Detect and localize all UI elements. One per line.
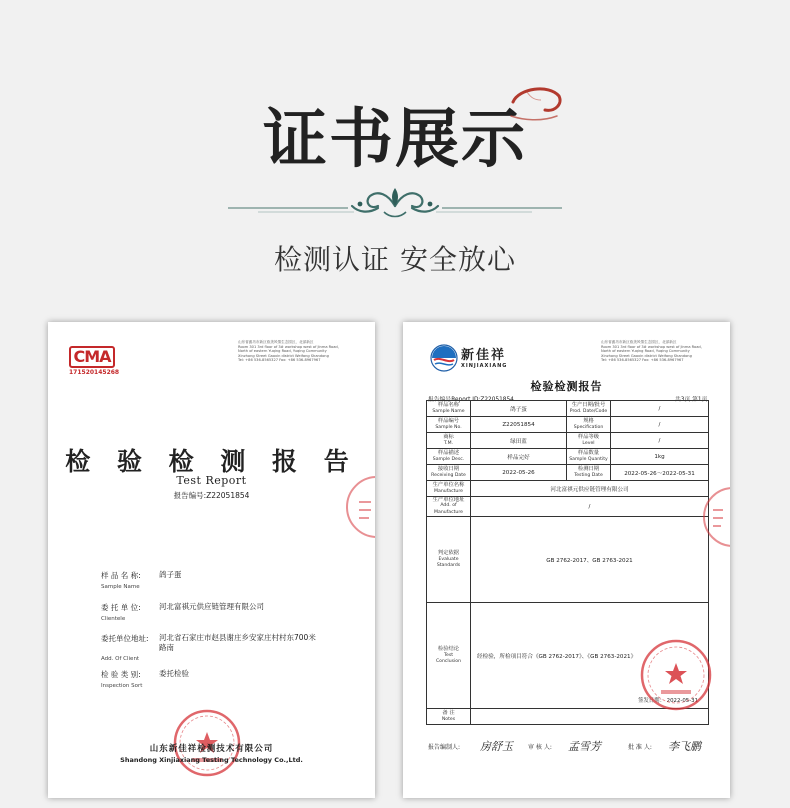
field-value: 委托检验 <box>159 669 189 678</box>
table-cell: / <box>611 433 709 449</box>
cover-title-en: Test Report <box>176 474 247 487</box>
table-row <box>427 465 709 481</box>
test-report-page-sheet <box>403 322 730 798</box>
floral-divider-ornament <box>228 186 562 222</box>
field-sample-name <box>101 570 182 590</box>
table-header-cell: 生产单位地址 Add. of Manufacture <box>427 497 471 517</box>
page-indicator: 共3页 第1页 <box>675 397 708 403</box>
sign-date: 签发日期： 2022-05-31 <box>638 698 698 705</box>
cma-number: 171520145268 <box>69 369 120 376</box>
table-header-cell: 样品等级 Level <box>567 433 611 449</box>
table-header-cell: 判定依据 Evaluate Standards <box>427 517 471 603</box>
test-report-cover-sheet <box>48 322 375 798</box>
lab-address-block <box>601 340 721 363</box>
address-line: Room 301 3rd floor of 3# workshop west of Jinma Road, <box>601 344 702 349</box>
table-row <box>427 497 709 517</box>
field-label-en: Add. Of Client <box>101 656 140 662</box>
table-cell: GB 2762-2017、GB 2763-2021 <box>471 517 709 603</box>
logo-name: 新佳祥 <box>461 348 507 363</box>
table-header-cell: 商标 T.M. <box>427 433 471 449</box>
testing-seal-stamp <box>639 638 713 712</box>
table-header-cell: 检测日期 Testing Date <box>567 465 611 481</box>
address-line: Tel: +86 536-8565327 Fax: +86 536-8967967 <box>601 358 684 363</box>
table-header-cell: 生产日期/批号 Prod. Date/Code <box>567 401 611 417</box>
approver-label: 批 准 人: <box>628 744 652 751</box>
table-row <box>427 433 709 449</box>
table-cell: 2022-05-26 <box>471 465 567 481</box>
table-row <box>427 481 709 497</box>
issuing-organization-en: Shandong Xinjiaxiang Testing Technology Co.,Ltd. <box>120 756 303 764</box>
table-cell: 2022-05-26～2022-05-31 <box>611 465 709 481</box>
cma-certification-mark <box>69 346 119 376</box>
field-value: 河北富祺元供应链管理有限公司 <box>159 602 264 611</box>
table-header-cell: 检验结论 Test Conclusion <box>427 603 471 709</box>
table-header-cell: 规格 Specification <box>567 417 611 433</box>
table-header-cell: 样品编号 Sample No. <box>427 417 471 433</box>
table-header-cell: 生产单位名称 Manufacture <box>427 481 471 497</box>
field-label: 委托单位地址: <box>101 634 149 643</box>
approver-signature: 李飞鹏 <box>668 740 701 753</box>
field-label: 检 验 类 别: <box>101 670 141 679</box>
table-header-cell: 接收日期 Receiving Date <box>427 465 471 481</box>
table-cell: / <box>611 417 709 433</box>
edge-seal-stamp <box>703 482 730 552</box>
field-label: 委 托 单 位: <box>101 603 141 612</box>
table-row <box>427 517 709 603</box>
address-line: Room 301 3rd floor of 3# workshop west of Jinma Road, <box>238 344 339 349</box>
lab-address-block <box>238 340 363 363</box>
table-cell: 河北富祺元供应链管理有限公司 <box>471 481 709 497</box>
field-value: 鸽子蛋 <box>159 570 182 579</box>
page-subtitle: 检测认证 安全放心 <box>274 243 516 276</box>
compiler-label: 报告编制人: <box>428 744 461 751</box>
field-value: 河北省石家庄市赵县谢庄乡安家庄村村东700米路南 <box>159 633 316 652</box>
address-line: Tel: +86 536-8565327 Fax: +86 536-8967967 <box>238 358 321 363</box>
edge-seal-stamp <box>345 472 375 542</box>
table-cell: 绿田蓝 <box>471 433 567 449</box>
page-title: 证书展示 <box>263 102 527 177</box>
address-line: Xinzhong Street Gaoxin district Weifang Shandong <box>601 353 692 358</box>
table-cell: / <box>611 401 709 417</box>
address-line: 山东省潍坊市新区欧美风情生态园区，北部新区 <box>601 340 677 344</box>
brush-stroke-decoration <box>505 82 565 128</box>
reviewer-label: 审 核 人: <box>528 744 552 751</box>
address-line: 山东省潍坊市新区欧美风情生态园区，北部新区 <box>238 340 314 344</box>
table-header-cell: 样品名称 Sample Name <box>427 401 471 417</box>
report-title: 检验检测报告 <box>530 380 603 393</box>
address-line: North of eastern Yuqing Road, Yuqing Community <box>238 349 327 354</box>
table-cell: 样品完好 <box>471 449 567 465</box>
cover-report-number: 报告编号:Z22051854 <box>173 491 250 500</box>
table-row <box>427 401 709 417</box>
report-id: 报告编号Report ID:Z22051854 <box>428 397 514 403</box>
table-cell: 1kg <box>611 449 709 465</box>
field-label: 样 品 名 称: <box>101 571 141 580</box>
table-row <box>427 417 709 433</box>
table-row <box>427 449 709 465</box>
table-header-cell: 样品数量 Sample Quantity <box>567 449 611 465</box>
reviewer-signature: 孟雪芳 <box>568 740 601 753</box>
compiler-signature: 房舒玉 <box>480 740 513 753</box>
field-label-en: Sample Name <box>101 584 140 590</box>
table-cell: / <box>471 497 709 517</box>
field-label-en: Inspection Sort <box>101 683 143 689</box>
issuing-organization: 山东新佳祥检测技术有限公司 <box>149 744 274 754</box>
field-client <box>101 602 264 622</box>
logo-name-en: XINJIAXIANG <box>461 363 508 369</box>
table-header-cell: 样品描述 Sample Desc. <box>427 449 471 465</box>
cover-title: 检 验 检 测 报 告 <box>65 447 358 476</box>
address-line: Xinzhong Street Gaoxin district Weifang Shandong <box>238 353 329 358</box>
xinjiaxiang-logo-icon <box>430 344 458 372</box>
field-label-en: Clientele <box>101 616 126 622</box>
table-header-cell: 备 注 Notes <box>427 709 471 725</box>
cma-logo: CMA <box>69 346 115 368</box>
table-cell: 鸽子蛋 <box>471 401 567 417</box>
conclusion-text: 经检验，所检项目符合《GB 2762-2017》、《GB 2763-2021》 <box>477 653 637 660</box>
field-inspection-sort <box>101 669 189 689</box>
field-client-address <box>101 633 319 662</box>
table-cell: Z22051854 <box>471 417 567 433</box>
address-line: North of eastern Yuqing Road, Yuqing Community <box>601 349 690 354</box>
